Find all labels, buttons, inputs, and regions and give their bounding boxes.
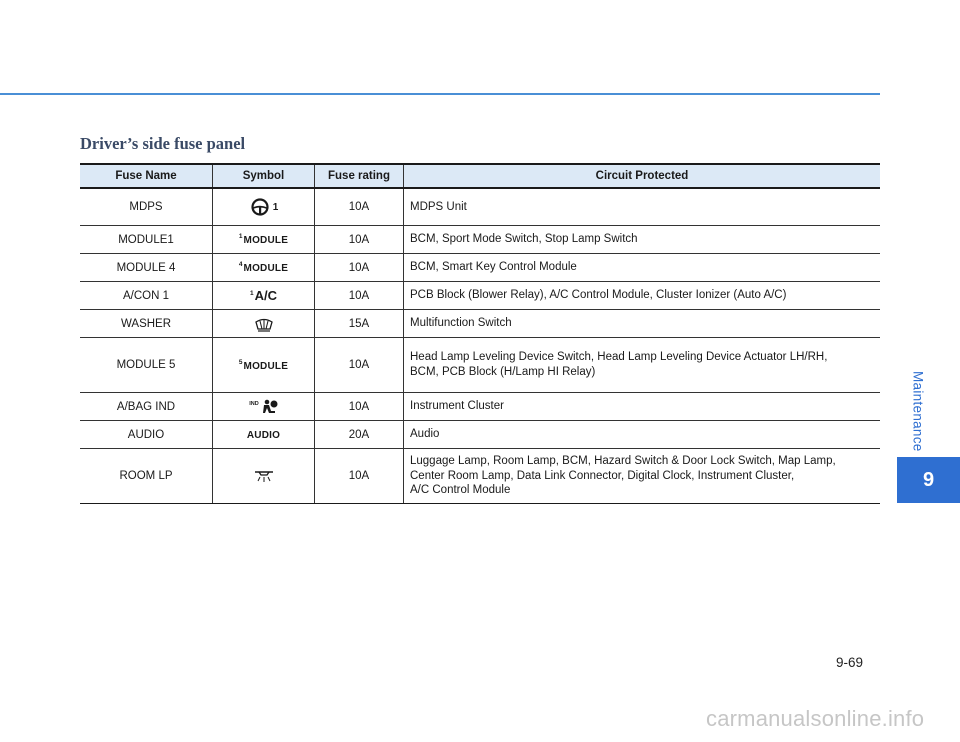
circuit-line: Multifunction Switch: [410, 317, 512, 330]
fuse-symbol: [213, 254, 315, 282]
fuse-symbol: [213, 421, 315, 449]
circuit-line: Instrument Cluster: [410, 400, 504, 413]
symbol-text: 1: [272, 202, 279, 214]
washer-icon: [254, 316, 274, 332]
fuse-rating: 10A: [315, 188, 404, 226]
table-header-row: [80, 164, 880, 188]
table-row: [80, 310, 880, 338]
fuse-name: WASHER: [80, 310, 213, 338]
circuit-protected: [404, 282, 881, 310]
circuit-protected: [404, 393, 881, 421]
circuit-protected: [404, 338, 881, 393]
top-rule: [0, 93, 880, 95]
header-fuse-rating: Fuse rating: [315, 164, 404, 188]
watermark: carmanualsonline.info: [706, 706, 925, 731]
circuit-protected: [404, 254, 881, 282]
fuse-name: MODULE 4: [80, 254, 213, 282]
circuit-protected: [404, 310, 881, 338]
symbol-superscript: 5: [238, 358, 243, 366]
header-circuit-protected: Circuit Protected: [404, 164, 881, 188]
fuse-rating: 15A: [315, 310, 404, 338]
header-fuse-name: Fuse Name: [80, 164, 213, 188]
fuse-rating: 20A: [315, 421, 404, 449]
table-row: [80, 449, 880, 504]
fuse-name: A/CON 1: [80, 282, 213, 310]
circuit-protected: [404, 421, 881, 449]
circuit-line: PCB Block (Blower Relay), A/C Control Module, Cluster Ionizer (Auto A/C): [410, 289, 787, 302]
fuse-rating: 10A: [315, 449, 404, 504]
table-row: [80, 421, 880, 449]
fuse-rating: 10A: [315, 226, 404, 254]
header-symbol: Symbol: [213, 164, 315, 188]
steering-wheel-icon: [249, 198, 271, 216]
circuit-protected: [404, 226, 881, 254]
circuit-line: Head Lamp Leveling Device Switch, Head Lamp Leveling Device Actuator LH/RH,: [410, 351, 828, 364]
table-row: [80, 226, 880, 254]
fuse-name: AUDIO: [80, 421, 213, 449]
fuse-symbol: [213, 393, 315, 421]
fuse-name: MODULE 5: [80, 338, 213, 393]
fuse-rating: 10A: [315, 282, 404, 310]
fuse-name: MODULE1: [80, 226, 213, 254]
symbol-text: AUDIO: [246, 429, 281, 441]
fuse-symbol: [213, 449, 315, 504]
table-row: [80, 188, 880, 226]
circuit-protected: [404, 449, 881, 504]
circuit-line: BCM, Smart Key Control Module: [410, 261, 577, 274]
symbol-text: MODULE: [243, 262, 289, 274]
page-number: 9-69: [836, 655, 864, 670]
circuit-line: A/C Control Module: [410, 484, 511, 497]
fuse-name: ROOM LP: [80, 449, 213, 504]
symbol-text: MODULE: [243, 360, 289, 372]
fuse-rating: 10A: [315, 338, 404, 393]
room-lamp-icon: [253, 469, 275, 483]
fuse-symbol: [213, 188, 315, 226]
circuit-line: Center Room Lamp, Data Link Connector, Digital Clock, Instrument Cluster,: [410, 469, 795, 482]
circuit-line: Audio: [410, 428, 440, 441]
symbol-text: MODULE: [243, 234, 289, 246]
fuse-name: MDPS: [80, 188, 213, 226]
fuse-table: [80, 163, 880, 504]
section-title: Driver’s side fuse panel: [80, 134, 246, 153]
chapter-number-badge: 9: [897, 457, 960, 503]
symbol-superscript: 1: [238, 233, 243, 241]
symbol-superscript: IND: [249, 400, 259, 407]
table-row: [80, 338, 880, 393]
fuse-symbol: [213, 338, 315, 393]
fuse-name: A/BAG IND: [80, 393, 213, 421]
symbol-superscript: 1: [249, 290, 254, 298]
table-row: [80, 254, 880, 282]
fuse-symbol: [213, 282, 315, 310]
fuse-rating: 10A: [315, 254, 404, 282]
circuit-line: BCM, Sport Mode Switch, Stop Lamp Switch: [410, 233, 638, 246]
circuit-line: Luggage Lamp, Room Lamp, BCM, Hazard Switch & Door Lock Switch, Map Lamp,: [410, 454, 836, 467]
circuit-protected: [404, 188, 881, 226]
airbag-icon: [260, 399, 278, 415]
chapter-tab-label: Maintenance: [910, 370, 926, 452]
fuse-symbol: [213, 310, 315, 338]
symbol-superscript: 4: [238, 261, 243, 269]
symbol-text: A/C: [254, 288, 277, 303]
table-row: [80, 282, 880, 310]
circuit-line: MDPS Unit: [410, 200, 467, 213]
fuse-rating: 10A: [315, 393, 404, 421]
table-row: [80, 393, 880, 421]
fuse-symbol: [213, 226, 315, 254]
circuit-line: BCM, PCB Block (H/Lamp HI Relay): [410, 366, 596, 378]
